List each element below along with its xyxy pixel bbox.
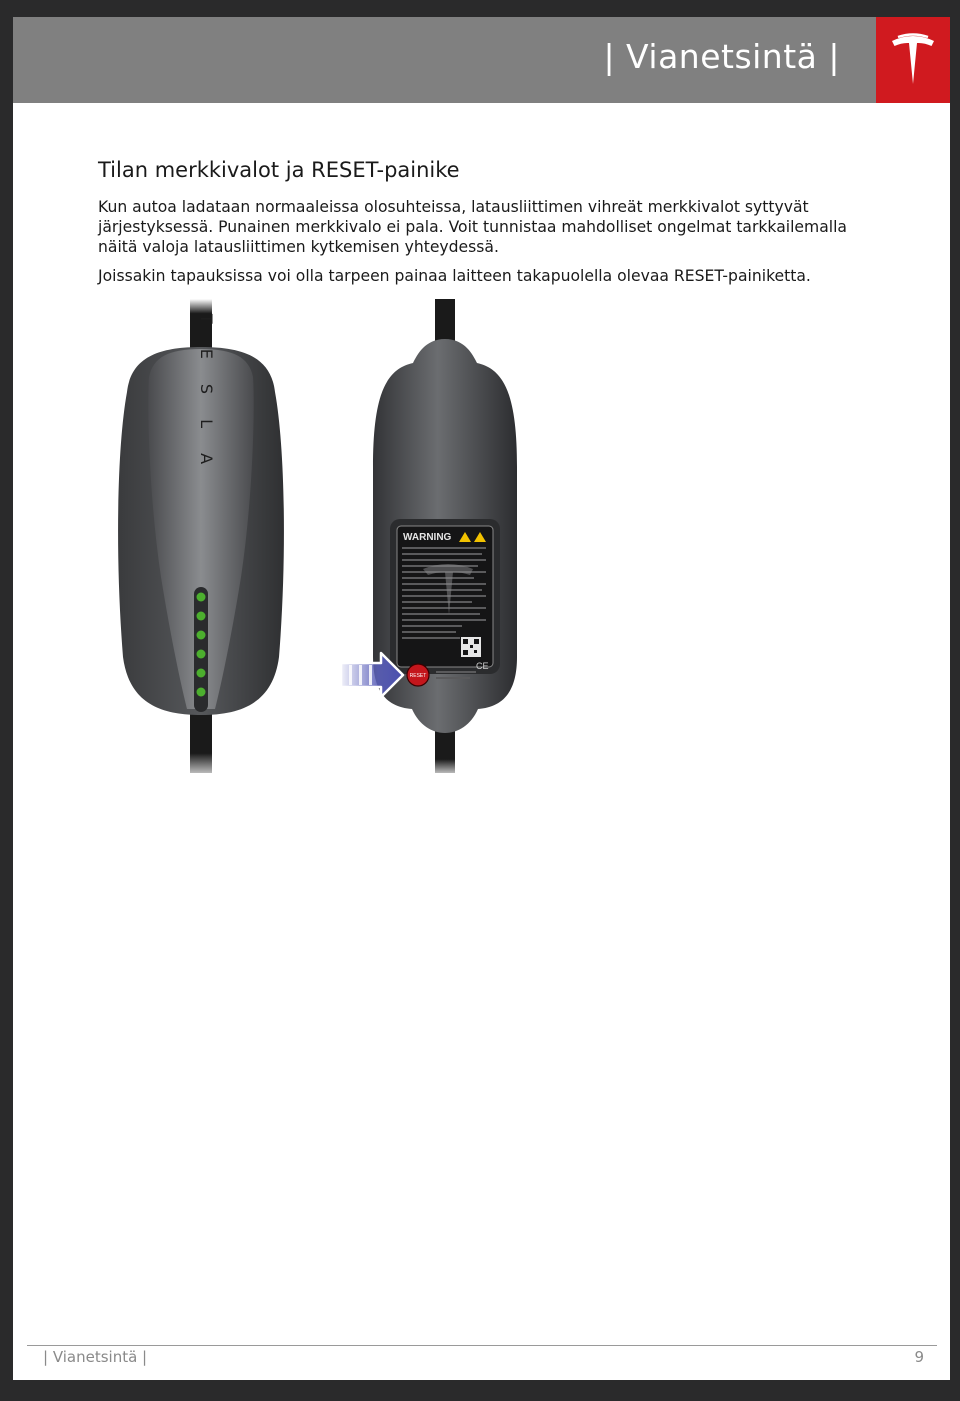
body-paragraph: Joissakin tapauksissa voi olla tarpeen painaa laitteen takapuolella olevaa RESET-painiketta. [98, 267, 811, 285]
reset-label: RESET [409, 673, 427, 679]
ce-mark: CE [476, 661, 489, 671]
header-bar [13, 17, 950, 103]
footer-section: | Vianetsintä | [43, 1348, 148, 1366]
body-paragraph: Kun autoa ladataan normaaleissa olosuhteissa, latausliittimen vihreät merkkivalot syttyvät järjestyksessä. Punainen merkkivalo ei pala. Voit tunnistaa mahdolliset ongelmat tarkkailemalla näitä valoja latausliittimen kytkemisen yhteydessä. [98, 198, 847, 256]
document-page [13, 17, 950, 1380]
status-lights [194, 587, 208, 712]
charger-illustration [93, 297, 553, 777]
tesla-wordmark: T E S L A [197, 313, 216, 475]
footer-divider [27, 1345, 937, 1346]
charger-front-view [118, 299, 284, 773]
header-title: | Vianetsintä | [603, 37, 840, 76]
page-number: 9 [914, 1348, 924, 1366]
charger-back-view [373, 299, 517, 773]
tesla-logo-icon [876, 17, 950, 103]
section-title: Tilan merkkivalot ja RESET-painike [98, 158, 460, 182]
warning-label: WARNING [403, 532, 452, 543]
